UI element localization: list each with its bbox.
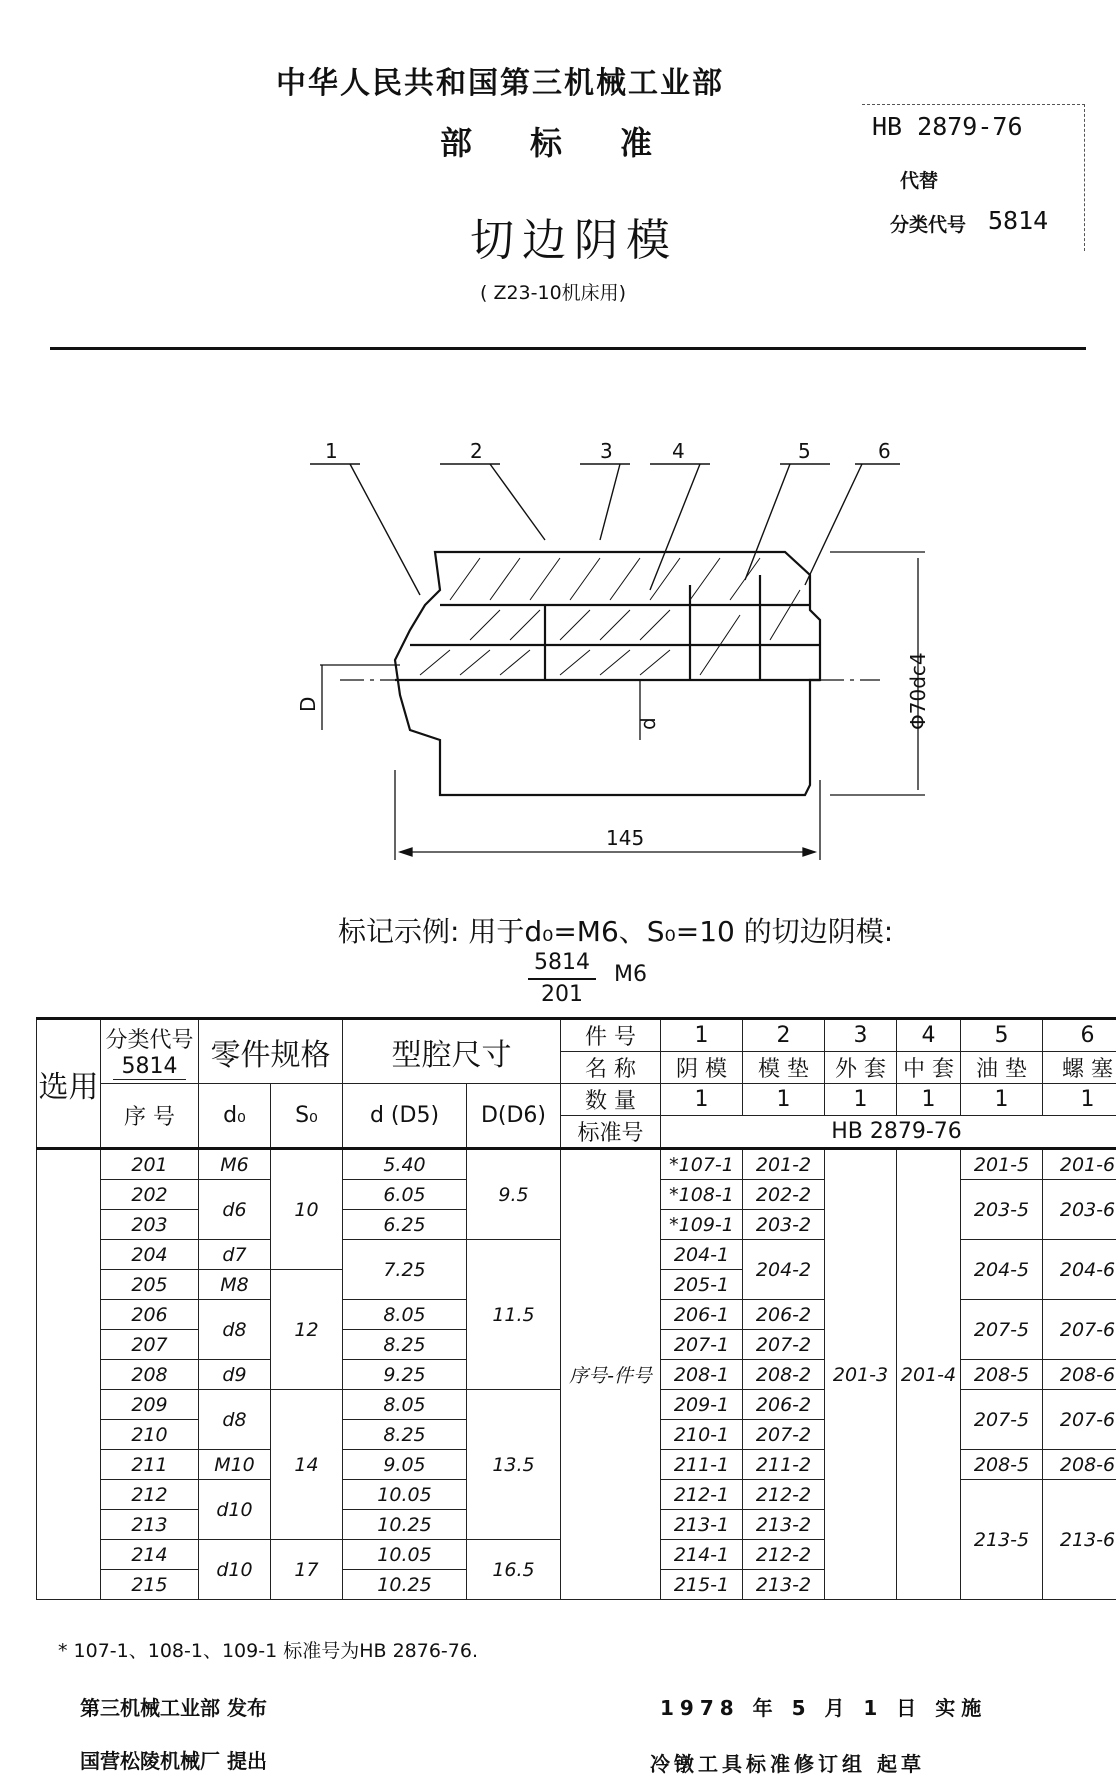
d0-214-215: d10 (199, 1540, 271, 1600)
part-label-2: 2 (470, 440, 483, 463)
header-seq: 序 号 (101, 1084, 199, 1149)
seq-212: 212 (101, 1480, 199, 1510)
d0-204: d7 (199, 1240, 271, 1270)
ministry-name: 中华人民共和国第三机械工业部 (276, 66, 724, 101)
standard-code: HB 2879-76 (872, 112, 1023, 141)
standard-type-char-1: 部 (440, 124, 473, 162)
fraction-top: 5814 (528, 948, 596, 980)
hatching (420, 558, 800, 675)
standard-type-char-2: 标 (530, 124, 563, 162)
spec-table (36, 1017, 1116, 1600)
part-label-3: 3 (600, 440, 613, 463)
p6-209-210: 207-6 (1043, 1390, 1116, 1450)
p2-215: 213-2 (743, 1570, 825, 1600)
d-201: 5.40 (343, 1149, 467, 1180)
header-d: d (D5) (343, 1084, 467, 1149)
p5-204-205: 204-5 (961, 1240, 1043, 1300)
part-label-6: 6 (878, 440, 891, 463)
header-class (101, 1019, 199, 1084)
d-211: 9.05 (343, 1450, 467, 1480)
p5-201: 201-5 (961, 1149, 1043, 1180)
s0-205-208: 12 (271, 1270, 343, 1390)
p2-210: 207-2 (743, 1420, 825, 1450)
p1-208: 208-1 (661, 1360, 743, 1390)
part-label-5: 5 (798, 440, 811, 463)
s0-209-213: 14 (271, 1390, 343, 1540)
label-d: d (636, 717, 660, 730)
seq-207: 207 (101, 1330, 199, 1360)
p1-209: 209-1 (661, 1390, 743, 1420)
document-subtitle: ( Z23-10机床用) (480, 282, 627, 304)
part-name-5: 油 垫 (961, 1052, 1043, 1084)
document-title: 切边阴模 (470, 215, 678, 266)
seq-215: 215 (101, 1570, 199, 1600)
p2-213: 213-2 (743, 1510, 825, 1540)
seq-211: 211 (101, 1450, 199, 1480)
part-label-4: 4 (672, 440, 685, 463)
proposer: 国营松陵机械厂 提出 (80, 1749, 267, 1773)
p1-203: *109-1 (661, 1210, 743, 1240)
header-qty: 数 量 (561, 1084, 661, 1116)
d0-209-210: d8 (199, 1390, 271, 1450)
p1-213: 213-1 (661, 1510, 743, 1540)
technical-drawing (0, 440, 1116, 880)
seq-205: 205 (101, 1270, 199, 1300)
p1-207: 207-1 (661, 1330, 743, 1360)
d0-211: M10 (199, 1450, 271, 1480)
select-column (37, 1149, 101, 1600)
p5-208: 208-5 (961, 1360, 1043, 1390)
d-213: 10.25 (343, 1510, 467, 1540)
issuer: 第三机械工业部 发布 (80, 1696, 267, 1720)
d0-202-203: d6 (199, 1180, 271, 1240)
seq-209: 209 (101, 1390, 199, 1420)
D-209-213: 13.5 (467, 1390, 561, 1540)
std-number: HB 2879-76 (661, 1116, 1116, 1149)
seq-214: 214 (101, 1540, 199, 1570)
class-code: 5814 (988, 206, 1049, 235)
header-d0: d₀ (199, 1084, 271, 1149)
p2-214: 212-2 (743, 1540, 825, 1570)
p2-201: 201-2 (743, 1149, 825, 1180)
p5-211: 208-5 (961, 1450, 1043, 1480)
part-no-6: 6 (1043, 1019, 1116, 1052)
p1-211: 211-1 (661, 1450, 743, 1480)
part-qty-5: 1 (961, 1084, 1043, 1116)
p6-208: 208-6 (1043, 1360, 1116, 1390)
col4-common: 201-4 (897, 1149, 961, 1600)
p2-208: 208-2 (743, 1360, 825, 1390)
dimension-lines (320, 552, 925, 860)
p1-215: 215-1 (661, 1570, 743, 1600)
d-209: 8.05 (343, 1390, 467, 1420)
fraction-bottom: 201 (541, 982, 583, 1007)
p2-202: 202-2 (743, 1180, 825, 1210)
part-no-1: 1 (661, 1019, 743, 1052)
p1-206: 206-1 (661, 1300, 743, 1330)
part-no-5: 5 (961, 1019, 1043, 1052)
p1-202: *108-1 (661, 1180, 743, 1210)
p2-203: 203-2 (743, 1210, 825, 1240)
s0-214-215: 17 (271, 1540, 343, 1600)
seq-206: 206 (101, 1300, 199, 1330)
p6-211: 208-6 (1043, 1450, 1116, 1480)
p6-201: 201-6 (1043, 1149, 1116, 1180)
p6-212-215: 213-6 (1043, 1480, 1116, 1600)
p6-206-207: 207-6 (1043, 1300, 1116, 1360)
label-D: D (296, 696, 320, 712)
d-202: 6.05 (343, 1180, 467, 1210)
p2-211: 211-2 (743, 1450, 825, 1480)
part-qty-3: 1 (825, 1084, 897, 1116)
d0-212-213: d10 (199, 1480, 271, 1540)
seq-208: 208 (101, 1360, 199, 1390)
part-qty-1: 1 (661, 1084, 743, 1116)
seq-203: 203 (101, 1210, 199, 1240)
header-select: 选用 (37, 1019, 101, 1149)
p2-209: 206-2 (743, 1390, 825, 1420)
d0-205: M8 (199, 1270, 271, 1300)
footnote: * 107-1、108-1、109-1 标准号为HB 2876-76. (58, 1640, 478, 1662)
part-name-4: 中 套 (897, 1052, 961, 1084)
header-cavity: 型腔尺寸 (343, 1019, 561, 1084)
part-name-2: 模 垫 (743, 1052, 825, 1084)
p1-204: 204-1 (661, 1240, 743, 1270)
p5-209-210: 207-5 (961, 1390, 1043, 1450)
marking-suffix: M6 (614, 962, 647, 987)
marking-fraction (528, 948, 596, 1010)
leader-lines (310, 464, 900, 595)
d-203: 6.25 (343, 1210, 467, 1240)
d-206: 8.05 (343, 1300, 467, 1330)
d-210: 8.25 (343, 1420, 467, 1450)
part-qty-2: 1 (743, 1084, 825, 1116)
class-label: 分类代号 (890, 214, 967, 236)
p2-204-205: 204-2 (743, 1240, 825, 1300)
d-215: 10.25 (343, 1570, 467, 1600)
header-class-code: 5814 (113, 1054, 186, 1080)
d-212: 10.05 (343, 1480, 467, 1510)
D-214-215: 16.5 (467, 1540, 561, 1600)
p1-212: 212-1 (661, 1480, 743, 1510)
d-204-205: 7.25 (343, 1240, 467, 1300)
D-201-203: 9.5 (467, 1149, 561, 1240)
diameter-dimension: Φ70dc4 (906, 652, 930, 730)
d-207: 8.25 (343, 1330, 467, 1360)
p2-207: 207-2 (743, 1330, 825, 1360)
d0-206-207: d8 (199, 1300, 271, 1360)
seq-204: 204 (101, 1240, 199, 1270)
p1-205: 205-1 (661, 1270, 743, 1300)
p1-210: 210-1 (661, 1420, 743, 1450)
p5-206-207: 207-5 (961, 1300, 1043, 1360)
effective-date: 1978 年 5 月 1 日 实施 (660, 1696, 988, 1720)
p5-202-203: 203-5 (961, 1180, 1043, 1240)
standard-type-char-3: 准 (620, 124, 653, 162)
part-qty-4: 1 (897, 1084, 961, 1116)
part-name-6: 螺 塞 (1043, 1052, 1116, 1084)
s0-201-204: 10 (271, 1149, 343, 1270)
seq-part-note: 序号-件号 (561, 1149, 661, 1600)
part-no-3: 3 (825, 1019, 897, 1052)
p6-202-203: 203-6 (1043, 1180, 1116, 1240)
part-name-1: 阴 模 (661, 1052, 743, 1084)
header-name: 名 称 (561, 1052, 661, 1084)
length-dimension: 145 (606, 826, 645, 850)
col3-common: 201-3 (825, 1149, 897, 1600)
marking-example: 标记示例: 用于d₀=M6、S₀=10 的切边阴模: (338, 915, 894, 948)
p2-212: 212-2 (743, 1480, 825, 1510)
seq-210: 210 (101, 1420, 199, 1450)
d-208: 9.25 (343, 1360, 467, 1390)
part-name-3: 外 套 (825, 1052, 897, 1084)
d0-208: d9 (199, 1360, 271, 1390)
part-no-4: 4 (897, 1019, 961, 1052)
d-214: 10.05 (343, 1540, 467, 1570)
header-part-spec: 零件规格 (199, 1019, 343, 1084)
header-class-label: 分类代号 (105, 1028, 194, 1053)
p6-204-205: 204-6 (1043, 1240, 1116, 1300)
header-D: D(D6) (467, 1084, 561, 1149)
drafter: 冷镦工具标准修订组 起草 (650, 1752, 925, 1776)
header-std: 标准号 (561, 1116, 661, 1149)
part-no-2: 2 (743, 1019, 825, 1052)
header-s0: S₀ (271, 1084, 343, 1149)
p1-214: 214-1 (661, 1540, 743, 1570)
header-rule (50, 347, 1086, 350)
header-part-no: 件 号 (561, 1019, 661, 1052)
p1-201: *107-1 (661, 1149, 743, 1180)
seq-201: 201 (101, 1149, 199, 1180)
d0-201: M6 (199, 1149, 271, 1180)
part-label-1: 1 (325, 440, 338, 463)
p2-206: 206-2 (743, 1300, 825, 1330)
seq-213: 213 (101, 1510, 199, 1540)
replaces-label: 代替 (900, 170, 939, 192)
p5-212-215: 213-5 (961, 1480, 1043, 1600)
D-204-208: 11.5 (467, 1240, 561, 1390)
seq-202: 202 (101, 1180, 199, 1210)
part-qty-6: 1 (1043, 1084, 1116, 1116)
